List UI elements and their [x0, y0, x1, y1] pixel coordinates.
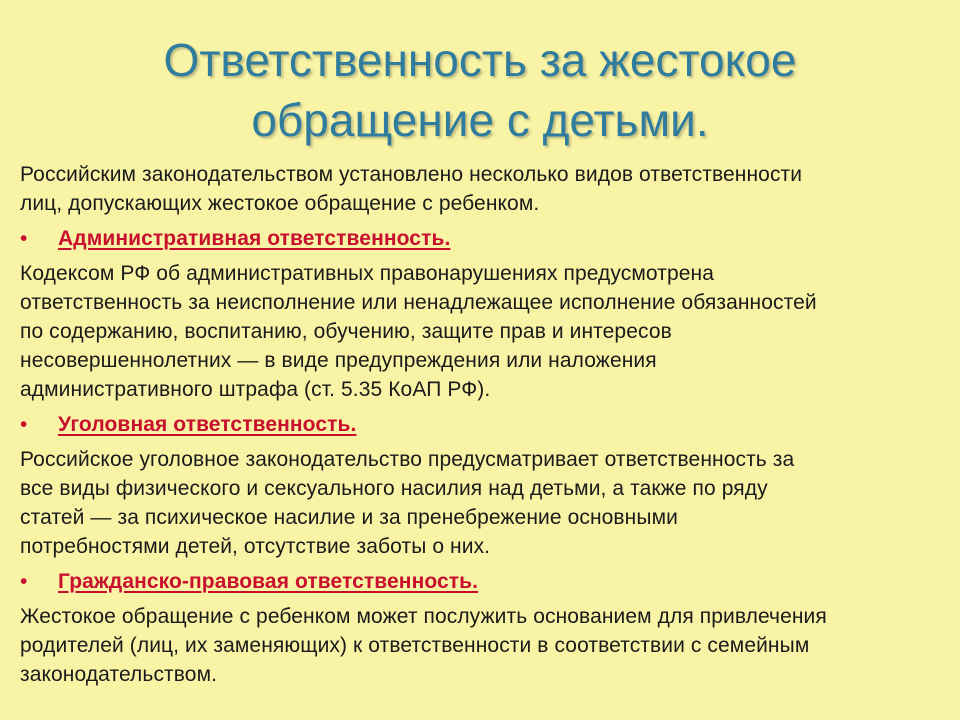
- bullet-icon: •: [20, 413, 28, 436]
- content-body: [20, 160, 945, 695]
- paragraph-line: Кодексом РФ об административных правонарушениях предусмотрена: [20, 262, 714, 285]
- bullet-icon: •: [20, 227, 28, 250]
- section-heading-text: Административная ответственность.: [58, 227, 451, 250]
- section-heading-civil: [20, 567, 945, 596]
- paragraph-line: Жестокое обращение с ребенком может послужить основанием для привлечения: [20, 605, 827, 628]
- paragraph-line: статей — за психическое насилие и за пренебрежение основными: [20, 506, 678, 529]
- section-paragraph-civil: [20, 602, 945, 689]
- intro-line: лиц, допускающих жестокое обращение с ребенком.: [20, 192, 540, 215]
- paragraph-line: несовершеннолетних — в виде предупреждения или наложения: [20, 349, 657, 372]
- paragraph-line: ответственность за неисполнение или ненадлежащее исполнение обязанностей: [20, 291, 817, 314]
- intro-line: Российским законодательством установлено несколько видов ответственности: [20, 163, 803, 186]
- section-heading-administrative: [20, 224, 945, 253]
- section-paragraph-administrative: [20, 259, 945, 404]
- section-paragraph-criminal: [20, 445, 945, 561]
- section-heading-text: Гражданско-правовая ответственность.: [58, 570, 479, 593]
- paragraph-line: Российское уголовное законодательство предусматривает ответственность за: [20, 448, 795, 471]
- page-title: [0, 30, 960, 150]
- bullet-icon: •: [20, 570, 28, 593]
- title-line-2: обращение с детьми.: [251, 94, 709, 146]
- intro-paragraph: [20, 160, 945, 218]
- paragraph-line: по содержанию, воспитанию, обучению, защите прав и интересов: [20, 320, 672, 343]
- paragraph-line: все виды физического и сексуального насилия над детьми, а также по ряду: [20, 477, 768, 500]
- title-line-1: Ответственность за жестокое: [163, 34, 797, 86]
- paragraph-line: административного штрафа (ст. 5.35 КоАП РФ).: [20, 378, 491, 401]
- section-heading-criminal: [20, 410, 945, 439]
- paragraph-line: законодательством.: [20, 663, 218, 686]
- paragraph-line: потребностями детей, отсутствие заботы о них.: [20, 535, 491, 558]
- paragraph-line: родителей (лиц, их заменяющих) к ответственности в соответствии с семейным: [20, 634, 810, 657]
- section-heading-text: Уголовная ответственность.: [58, 413, 357, 436]
